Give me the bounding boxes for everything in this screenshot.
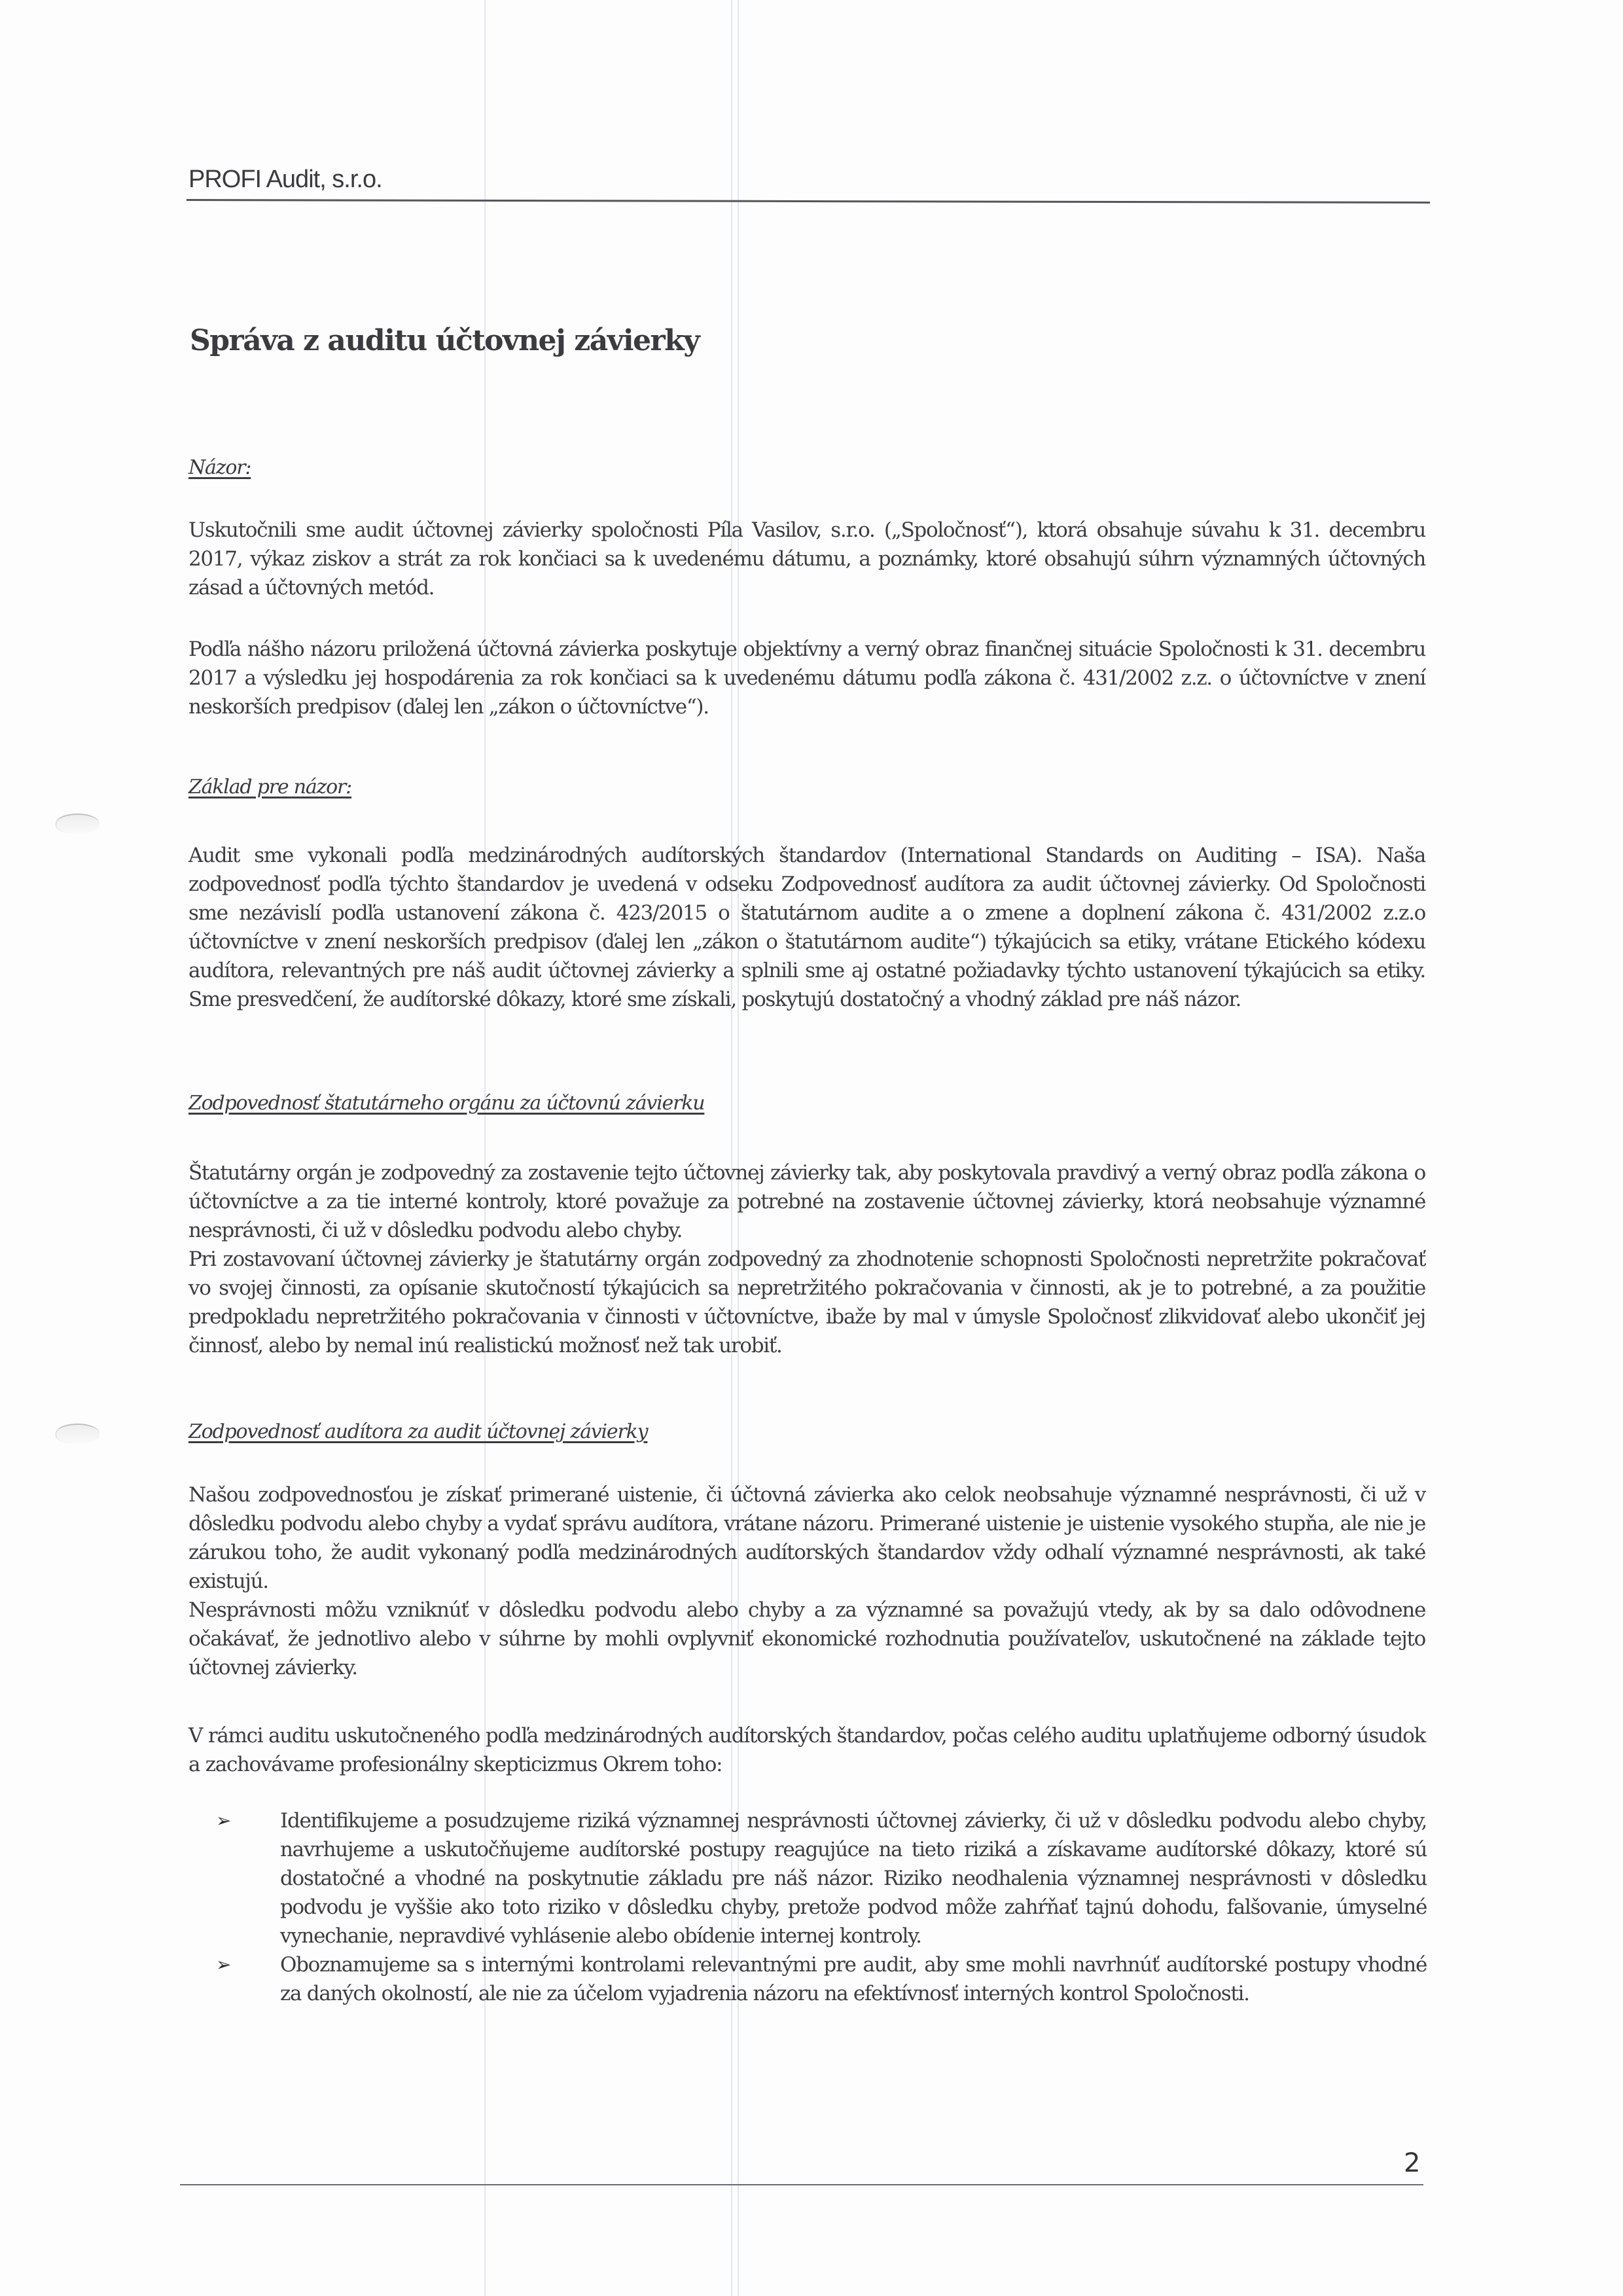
- section-heading-management-responsibility: Zodpovednosť štatutárneho orgánu za účtovnú závierku: [188, 1092, 705, 1115]
- basis-paragraph: [188, 841, 1425, 1014]
- opinion-paragraph-2: [188, 635, 1425, 721]
- auditor-responsibility-paragraphs: [188, 1480, 1425, 1682]
- management-responsibility-paragraphs: [188, 1158, 1425, 1360]
- paragraph-text: Audit sme vykonali podľa medzinárodných audítorských štandardov (International Standards on Auditing – ISA). Naša zodpovednosť podľa týchto štandardov je uvedená v odseku Zodpovednosť audítora za audit účtovnej závierky. Od Spoločnosti sme nezávislí podľa ustanovení zákona č. 423/2015 o štatutárnom audite a o zmene a doplnení zákona č. 431/2002 z.z.o účtovníctve v znení neskorších predpisov (ďalej len „zákon o štatutárnom audite“) týkajúcich sa etiky, vrátane Etického kódexu audítora, relevantných pre náš audit účtovnej závierky a splnili sme aj ostatné požiadavky týchto ustanovení týkajúcich sa etiky. Sme presvedčení, že audítorské dôkazy, ktoré sme získali, poskytujú dostatočný a vhodný základ pre náš názor.: [188, 844, 1425, 1011]
- paragraph-text: Uskutočnili sme audit účtovnej závierky spoločnosti Píla Vasilov, s.r.o. („Spoločnosť“), ktorá obsahuje súvahu k 31. decembru 2017, výkaz ziskov a strát za rok končiaci sa k uvedenému dátumu, a poznámky, ktoré obsahujú súhrn významných účtovných zásad a účtovných metód.: [188, 518, 1425, 600]
- section-heading-auditor-responsibility: Zodpovednosť audítora za audit účtovnej závierky: [188, 1420, 648, 1443]
- paragraph-text: Podľa nášho názoru priložená účtovná závierka poskytuje objektívny a verný obraz finančnej situácie Spoločnosti k 31. decembru 2017 a výsledku jej hospodárenia za rok končiaci sa k uvedenému dátumu podľa zákona č. 431/2002 z.z. o účtovníctve v znení neskorších predpisov (ďalej len „zákon o účtovníctve“).: [188, 637, 1425, 719]
- opinion-paragraph-1: [188, 516, 1425, 602]
- arrowhead-bullet-icon: ➢: [216, 1954, 231, 1975]
- audit-procedures-list: [216, 1806, 1427, 2008]
- list-item: [216, 1806, 1427, 1950]
- paragraph-text: V rámci auditu uskutočneného podľa medzinárodných audítorských štandardov, počas celého auditu uplatňujeme odborný úsudok a zachovávame profesionálny skepticizmus Okrem toho:: [188, 1724, 1425, 1776]
- page-number: 2: [1404, 2148, 1421, 2178]
- paragraph-text: Pri zostavovaní účtovnej závierky je štatutárny orgán zodpovedný za zhodnotenie schopnosti Spoločnosti nepretržite pokračovať vo svojej činnosti, za opísanie skutočností týkajúcich sa nepretržitého pokračovania v činnosti, ak je to potrebné, a za použitie predpokladu nepretržitého pokračovania v činnosti v účtovníctve, ibaže by mal v úmysle Spoločnosť zlikvidovať alebo ukončiť jej činnosť, alebo by nemal inú realistickú možnosť než tak urobiť.: [188, 1247, 1425, 1357]
- punch-hole-mark: [56, 1424, 99, 1443]
- paragraph-text: Nesprávnosti môžu vzniknúť v dôsledku podvodu alebo chyby a za významné sa považujú vtedy, ak by sa dalo odôvodnene očakávať, že jednotlivo alebo v súhrne by mohli ovplyvniť ekonomické rozhodnutia používateľov, uskutočnené na základe tejto účtovnej závierky.: [188, 1598, 1425, 1679]
- list-item-text: Identifikujeme a posudzujeme riziká významnej nesprávnosti účtovnej závierky, či už v dôsledku podvodu alebo chyby, navrhujeme a uskutočňujeme audítorské postupy reagujúce na tieto riziká a získavame audítorské dôkazy, ktoré sú dostatočné a vhodné na poskytnutie základu pre náš názor. Riziko neodhalenia významnej nesprávnosti v dôsledku podvodu je vyššie ako toto riziko v dôsledku chyby, pretože podvod môže zahŕňať tajnú dohodu, falšovanie, úmyselné vynechanie, nepravdivé vyhlásenie alebo obídenie internej kontroly.: [280, 1809, 1427, 1948]
- arrowhead-bullet-icon: ➢: [216, 1810, 231, 1831]
- list-item: [216, 1950, 1427, 2008]
- header-divider: [187, 199, 1430, 204]
- list-item-text: Oboznamujeme sa s internými kontrolami relevantnými pre audit, aby sme mohli navrhnúť audítorské postupy vhodné za daných okolností, ale nie za účelom vyjadrenia názoru na efektívnosť interných kontrol Spoločnosti.: [280, 1953, 1427, 2005]
- company-header: PROFI Audit, s.r.o.: [188, 166, 382, 193]
- document-title: Správa z auditu účtovnej závierky: [190, 324, 700, 357]
- footer-divider: [180, 2184, 1423, 2185]
- section-heading-basis: Základ pre názor:: [188, 776, 352, 798]
- punch-hole-mark: [56, 814, 99, 833]
- paragraph-text: Našou zodpovednosťou je získať primerané uistenie, či účtovná závierka ako celok neobsahuje významné nesprávnosti, či už v dôsledku podvodu alebo chyby a vydať správu audítora, vrátane názoru. Primerané uistenie je uistenie vysokého stupňa, ale nie je zárukou toho, že audit vykonaný podľa medzinárodných audítorských štandardov vždy odhalí významné nesprávnosti, ak také existujú.: [188, 1483, 1425, 1593]
- paragraph-text: Štatutárny orgán je zodpovedný za zostavenie tejto účtovnej závierky tak, aby poskytovala pravdivý a verný obraz podľa zákona o účtovníctve a za tie interné kontroly, ktoré považuje za potrebné na zostavenie účtovnej závierky, ktorá neobsahuje významné nesprávnosti, či už v dôsledku podvodu alebo chyby.: [188, 1161, 1425, 1242]
- auditor-procedures-intro: [188, 1721, 1425, 1779]
- section-heading-opinion: Názor:: [188, 456, 251, 479]
